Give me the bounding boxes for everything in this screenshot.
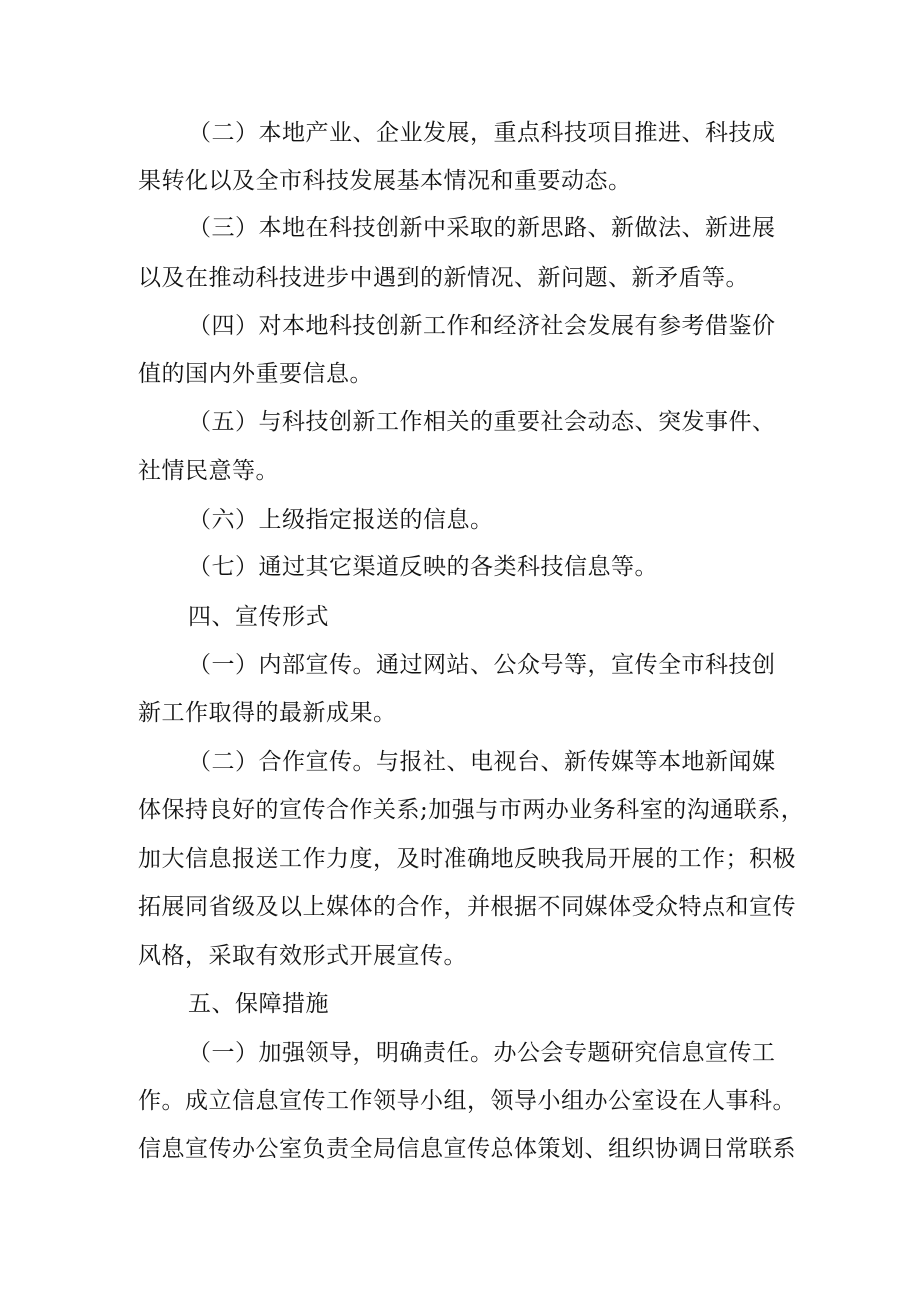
paragraph-internal-line-2: 新工作取得的最新成果。 — [138, 700, 397, 726]
paragraph-leadership-line-1: （一）加强领导，明确责任。办公会专题研究信息宣传工 — [188, 1040, 776, 1066]
paragraph-internal-line-1: （一）内部宣传。通过网站、公众号等，宣传全市科技创 — [188, 652, 776, 678]
paragraph-leadership-line-3: 信息宣传办公室负责全局信息宣传总体策划、组织协调日常联系 — [138, 1136, 796, 1162]
paragraph-5-line-2: 社情民意等。 — [138, 458, 279, 484]
paragraph-6-line-1: （六）上级指定报送的信息。 — [188, 507, 494, 533]
paragraph-cooperation-line-4: 拓展同省级及以上媒体的合作，并根据不同媒体受众特点和宣传 — [138, 894, 796, 920]
paragraph-7-line-1: （七）通过其它渠道反映的各类科技信息等。 — [188, 554, 658, 580]
paragraph-2-line-2: 果转化以及全市科技发展基本情况和重要动态。 — [138, 168, 632, 194]
section-heading-safeguards: 五、保障措施 — [188, 991, 329, 1017]
paragraph-5-line-1: （五）与科技创新工作相关的重要社会动态、突发事件、 — [188, 409, 776, 435]
paragraph-leadership-line-2: 作。成立信息宣传工作领导小组，领导小组办公室设在人事科。 — [138, 1088, 796, 1114]
paragraph-cooperation-line-5: 风格，采取有效形式开展宣传。 — [138, 943, 467, 969]
paragraph-cooperation-line-3: 加大信息报送工作力度，及时准确地反映我局开展的工作；积极 — [138, 846, 796, 872]
paragraph-cooperation-line-2: 体保持良好的宣传合作关系;加强与市两办业务科室的沟通联系， — [138, 797, 805, 823]
paragraph-4-line-2: 值的国内外重要信息。 — [138, 361, 373, 387]
section-heading-publicity-forms: 四、宣传形式 — [188, 604, 329, 630]
paragraph-2-line-1: （二）本地产业、企业发展，重点科技项目推进、科技成 — [188, 120, 776, 146]
paragraph-3-line-2: 以及在推动科技进步中遇到的新情况、新问题、新矛盾等。 — [138, 265, 749, 291]
paragraph-3-line-1: （三）本地在科技创新中采取的新思路、新做法、新进展 — [188, 215, 776, 241]
paragraph-4-line-1: （四）对本地科技创新工作和经济社会发展有参考借鉴价 — [188, 313, 776, 339]
paragraph-cooperation-line-1: （二）合作宣传。与报社、电视台、新传媒等本地新闻媒 — [188, 749, 776, 775]
